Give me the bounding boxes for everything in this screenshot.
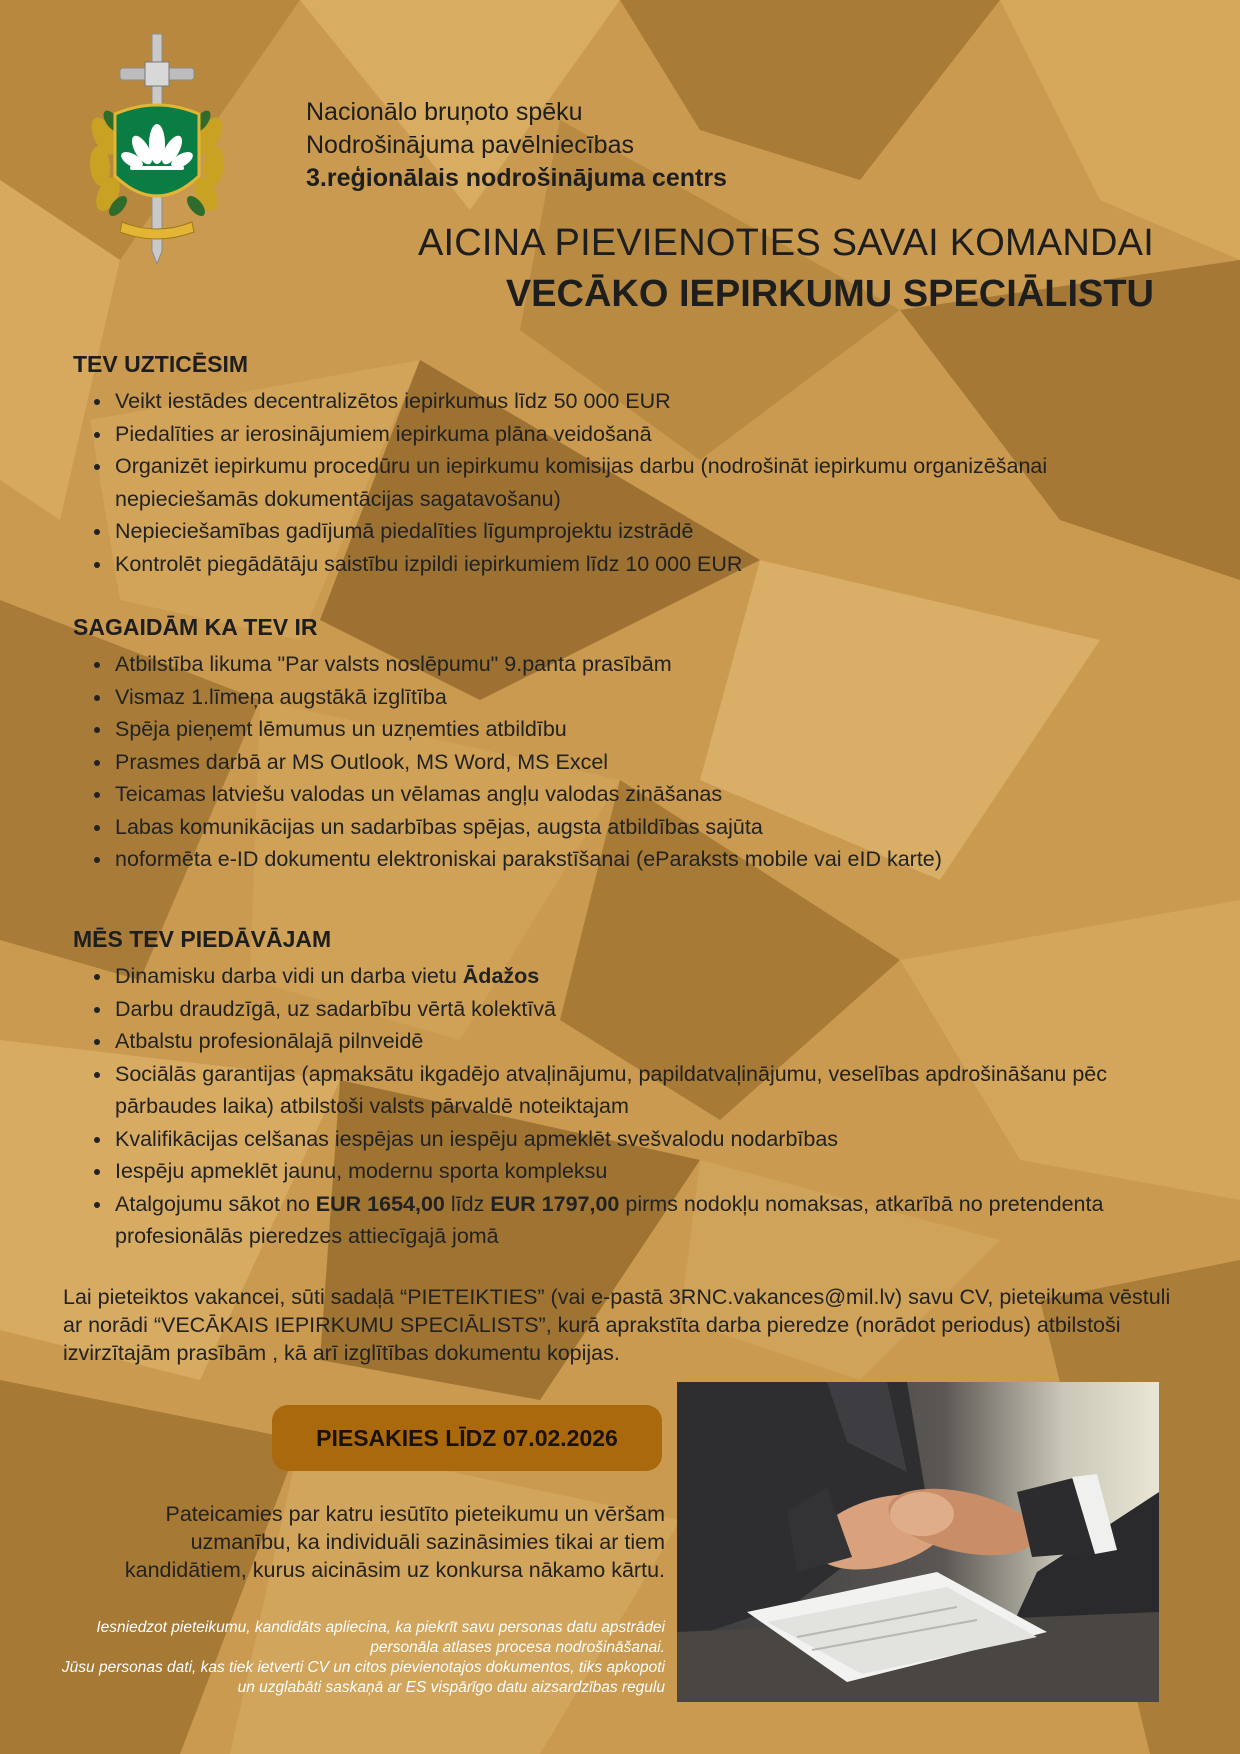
section-title: SAGAIDĀM KA TEV IR: [73, 614, 318, 640]
list-item: • Piedalīties ar ierosinājumiem iepirkuma plāna veidošanā: [113, 418, 1173, 451]
list-item: • Kontrolēt piegādātāju saistību izpildi iepirkumiem līdz 10 000 EUR: [113, 548, 1173, 581]
list-item: • Veikt iestādes decentralizētos iepirkumus līdz 50 000 EUR: [113, 385, 1173, 418]
org-line-3: 3.reģionālais nodrošinājuma centrs: [306, 164, 727, 192]
thanks-note: Pateicamies par katru iesūtīto pieteikumu un vēršam uzmanību, ka individuāli sazināsimies tikai ar tiem kandidātiem, kurus aicināsim uz konkursa nākamo kārtu.: [124, 1502, 665, 1582]
section-offer: [73, 924, 1193, 1253]
headline-position: VECĀKO IEPIRKUMU SPECIĀLISTU: [505, 273, 1154, 315]
list-item: • Atbilstība likuma "Par valsts noslēpumu" 9.panta prasībām: [113, 648, 1173, 681]
salary-item: [113, 1188, 1193, 1253]
gdpr-note: [60, 1618, 665, 1698]
list-item: • Organizēt iepirkumu procedūru un iepirkumu komisijas darbu (nodrošināt iepirkumu organizēšanai nepieciešamās dokumentācijas sagatavošanu): [113, 450, 1173, 515]
list-item: • Teicamas latviešu valodas un vēlamas angļu valodas zināšanas: [113, 778, 1173, 811]
gdpr-storage: Jūsu personas dati, kas tiek ietverti CV un citos pievienotajos dokumentos, tiks apkopoti un uzglabāti saskaņā ar ES vispārīgo datu aizsardzības regulu: [61, 1659, 665, 1696]
list-item: • noformēta e-ID dokumentu elektroniskai parakstīšanai (eParaksts mobile vai eID karte): [113, 843, 1173, 876]
salary-to: EUR 1797,00: [490, 1191, 620, 1216]
list-item: • Sociālās garantijas (apmaksātu ikgadējo atvaļinājumu, papildatvaļinājumu, veselības apdrošināšanu pēc pārbaudes laika) atbilstoši valsts pārvaldē noteiktajam: [113, 1058, 1193, 1123]
handshake-photo: [677, 1382, 1159, 1702]
list-item: • Atbalstu profesionālajā pilnveidē: [113, 1025, 1193, 1058]
list-item: • Labas komunikācijas un sadarbības spējas, augsta atbildības sajūta: [113, 811, 1173, 844]
headline: [418, 218, 1154, 320]
list-item: • Darbu draudzīgā, uz sadarbību vērtā kolektīvā: [113, 993, 1193, 1026]
deadline-badge: PIESAKIES LĪDZ 07.02.2026: [272, 1405, 662, 1471]
list-item: • Nepieciešamības gadījumā piedalīties līgumprojektu izstrādē: [113, 515, 1173, 548]
item-text: Dinamisku darba vidi un darba vietu: [115, 964, 463, 988]
section-requirements: [73, 612, 1173, 876]
list-item: • Iespēju apmeklēt jaunu, modernu sporta kompleksu: [113, 1155, 1193, 1188]
section-responsibilities: [73, 349, 1173, 580]
salary-suffix: pirms nodokļu nomaksas, atkarībā no pretendenta profesionālās pieredzes attiecīgajā jomā: [115, 1191, 1104, 1248]
gdpr-consent: Iesniedzot pieteikumu, kandidāts apliecina, ka piekrīt savu personas datu apstrādei personāla atlases procesa nodrošināšanai.: [96, 1619, 665, 1656]
salary-middle: līdz: [444, 1191, 491, 1216]
section-title: TEV UZTICĒSIM: [73, 351, 249, 377]
list-item: • Prasmes darbā ar MS Outlook, MS Word, MS Excel: [113, 746, 1173, 779]
responsibilities-list: [73, 385, 1173, 580]
organization-name: [306, 96, 727, 195]
salary-prefix: Atalgojumu sākot no: [115, 1191, 316, 1216]
location-highlight: Ādažos: [462, 964, 540, 988]
requirements-list: [73, 648, 1173, 876]
section-title: MĒS TEV PIEDĀVĀJAM: [73, 926, 332, 952]
sword-lotus-emblem-icon: [82, 26, 232, 266]
list-item: • Kvalifikācijas celšanas iespējas un iespēju apmeklēt svešvalodu nodarbības: [113, 1123, 1193, 1156]
org-line-2: Nodrošinājuma pavēlniecības: [306, 131, 634, 159]
org-line-1: Nacionālo bruņoto spēku: [306, 98, 583, 126]
salary-from: EUR 1654,00: [315, 1191, 445, 1216]
list-item: • Vismaz 1.līmeņa augstākā izglītība: [113, 681, 1173, 714]
application-instructions: Lai pieteiktos vakancei, sūti sadaļā “PIETEIKTIES” (vai e-pastā 3RNC.vakances@mil.lv) savu CV, pieteikuma vēstuli ar norādi “VECĀKAIS IEPIRKUMU SPECIĀLISTS”, kurā aprakstīta darba pieredze (norādot periodus) atbilstoši izvirzītajām prasībām , kā arī izglītības dokumentu kopijas.: [63, 1285, 1171, 1365]
list-item: [113, 960, 1193, 993]
offer-list: [73, 960, 1193, 1253]
headline-invite: AICINA PIEVIENOTIES SAVAI KOMANDAI: [417, 222, 1154, 264]
list-item: • Spēja pieņemt lēmumus un uzņemties atbildību: [113, 713, 1173, 746]
